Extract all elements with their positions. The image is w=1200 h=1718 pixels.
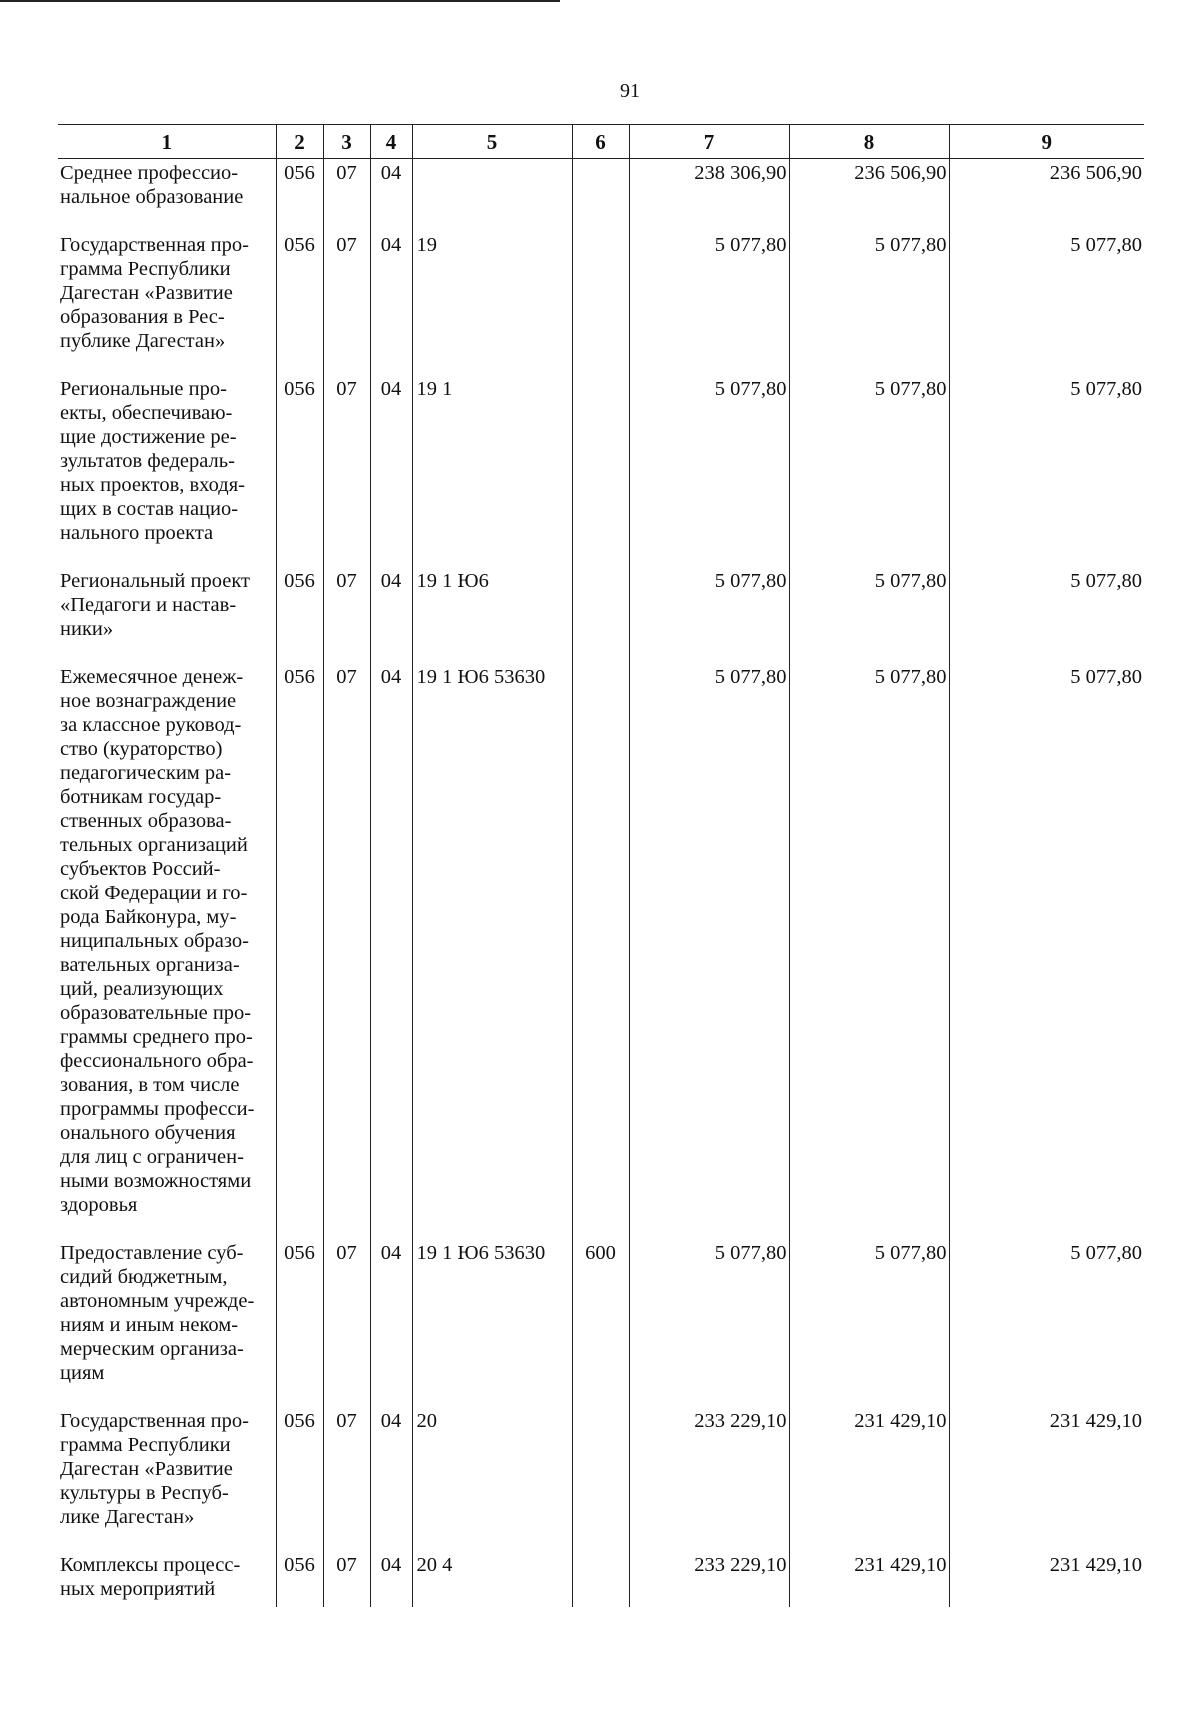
cell-col-2: 056 [276,1551,323,1607]
cell-col-5: 20 [412,1407,572,1551]
cell-col-7: 5 077,80 [629,567,789,663]
row-name-cell [58,231,276,375]
cell-col-2: 056 [276,159,323,232]
cell-col-5: 19 1 [412,375,572,567]
row-name-cell [58,1239,276,1407]
column-header-3: 3 [323,125,370,159]
table-row [58,1551,1144,1607]
cell-col-3: 07 [323,567,370,663]
cell-col-8: 5 077,80 [789,1239,949,1407]
cell-col-7: 5 077,80 [629,663,789,1239]
cell-col-4: 04 [370,663,412,1239]
cell-col-3: 07 [323,1551,370,1607]
row-name: Ежемесячное денеж- ное вознаграждение за классное руковод- ство (кураторство) педагогическим ра- ботникам государ- ственных образова- тельных организаций субъектов Россий- ской Федерации и го- рода Байконура, му- ниципальных образо- вательных организа- ций, реализующих образовательные про- граммы среднего про- фессионального обра- зования, в том числе программы професси- онального обучения для лиц с ограничен- ными возможностями здоровья [60,666,255,1216]
cell-col-6 [572,663,629,1239]
table-row [58,663,1144,1239]
row-name: Государственная про- грамма Республики Дагестан «Развитие образования в Рес- публике Дагестан» [60,234,249,352]
cell-col-6 [572,375,629,567]
table-row [58,231,1144,375]
column-header-6: 6 [572,125,629,159]
cell-col-8: 5 077,80 [789,375,949,567]
scan-top-rule [0,0,560,2]
cell-col-7: 238 306,90 [629,159,789,232]
cell-col-4: 04 [370,1551,412,1607]
cell-col-5: 19 1 Ю6 53630 [412,1239,572,1407]
cell-col-2: 056 [276,663,323,1239]
cell-col-7: 5 077,80 [629,375,789,567]
cell-col-2: 056 [276,1407,323,1551]
column-header-5: 5 [412,125,572,159]
cell-col-4: 04 [370,159,412,232]
cell-col-2: 056 [276,1239,323,1407]
cell-col-6 [572,1551,629,1607]
cell-col-2: 056 [276,567,323,663]
cell-col-8: 5 077,80 [789,231,949,375]
column-header-7: 7 [629,125,789,159]
table-row [58,375,1144,567]
row-name: Комплексы процесс- ных мероприятий [60,1554,241,1600]
cell-col-7: 233 229,10 [629,1551,789,1607]
cell-col-4: 04 [370,375,412,567]
table-row [58,567,1144,663]
cell-col-5: 20 4 [412,1551,572,1607]
cell-col-5: 19 [412,231,572,375]
cell-col-3: 07 [323,1407,370,1551]
page-number: 91 [620,80,640,102]
cell-col-4: 04 [370,567,412,663]
cell-col-9: 5 077,80 [949,1239,1144,1407]
cell-col-7: 233 229,10 [629,1407,789,1551]
cell-col-3: 07 [323,159,370,232]
row-name-cell [58,1407,276,1551]
cell-col-5: 19 1 Ю6 [412,567,572,663]
cell-col-9: 231 429,10 [949,1551,1144,1607]
cell-col-6 [572,159,629,232]
cell-col-7: 5 077,80 [629,1239,789,1407]
cell-col-6 [572,567,629,663]
row-name: Региональный проект «Педагоги и настав- ники» [60,570,250,640]
cell-col-2: 056 [276,375,323,567]
column-header-9: 9 [949,125,1144,159]
row-name-cell [58,663,276,1239]
cell-col-6 [572,231,629,375]
cell-col-3: 07 [323,375,370,567]
cell-col-9: 5 077,80 [949,231,1144,375]
table-row [58,1407,1144,1551]
table-header-row [58,125,1144,159]
cell-col-4: 04 [370,1239,412,1407]
row-name-cell [58,567,276,663]
cell-col-3: 07 [323,663,370,1239]
cell-col-6 [572,1407,629,1551]
cell-col-7: 5 077,80 [629,231,789,375]
budget-table [58,124,1144,1607]
cell-col-8: 231 429,10 [789,1551,949,1607]
row-name: Среднее профессио- нальное образование [60,162,244,208]
row-name: Предоставление суб- сидий бюджетным, автономным учрежде- ниям и иным неком- мерческим организа- циям [60,1242,255,1384]
table-row [58,1239,1144,1407]
cell-col-9: 231 429,10 [949,1407,1144,1551]
cell-col-8: 231 429,10 [789,1407,949,1551]
cell-col-2: 056 [276,231,323,375]
cell-col-8: 5 077,80 [789,567,949,663]
cell-col-9: 5 077,80 [949,663,1144,1239]
cell-col-3: 07 [323,1239,370,1407]
cell-col-5: 19 1 Ю6 53630 [412,663,572,1239]
cell-col-9: 5 077,80 [949,375,1144,567]
cell-col-3: 07 [323,231,370,375]
row-name-cell [58,159,276,232]
cell-col-5 [412,159,572,232]
cell-col-9: 5 077,80 [949,567,1144,663]
cell-col-6: 600 [572,1239,629,1407]
row-name: Государственная про- грамма Республики Дагестан «Развитие культуры в Респуб- лике Дагестан» [60,1410,249,1528]
table-row [58,159,1144,232]
column-header-2: 2 [276,125,323,159]
cell-col-9: 236 506,90 [949,159,1144,232]
row-name-cell [58,1551,276,1607]
row-name-cell [58,375,276,567]
cell-col-4: 04 [370,231,412,375]
cell-col-8: 236 506,90 [789,159,949,232]
cell-col-8: 5 077,80 [789,663,949,1239]
column-header-1: 1 [58,125,276,159]
cell-col-4: 04 [370,1407,412,1551]
row-name: Региональные про- екты, обеспечиваю- щие достижение ре- зультатов федераль- ных проектов, входя- щих в состав нацио- нального проекта [60,378,245,544]
column-header-4: 4 [370,125,412,159]
column-header-8: 8 [789,125,949,159]
